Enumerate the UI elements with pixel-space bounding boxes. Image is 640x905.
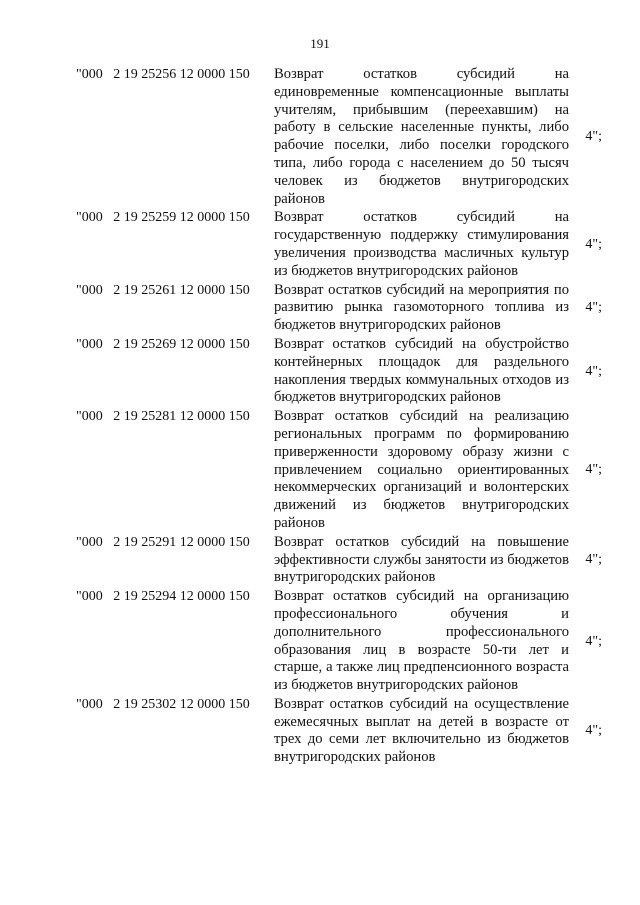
budget-code-table [0,66,640,768]
budget-code: "000 2 19 25259 12 0000 150 [76,210,250,226]
table-row [0,66,640,208]
table-row [0,336,640,407]
budget-code-description: Возврат остатков субсидий на реализацию региональных программ по формированию приверженности здоровому образу жизни с привлечением социально ориентированных некоммерческих организаций и волонтерских движений из бюджетов внутригородских районов [274,408,569,531]
budget-code-description: Возврат остатков субсидий на единовременные компенсационные выплаты учителям, прибывшим (переехавшим) на работу в сельские населенные пункты, либо рабочие поселки, либо поселки городского типа, либо города с населением до 50 тысяч человек из бюджетов внутригородских районов [274,66,569,207]
budget-code: "000 2 19 25291 12 0000 150 [76,534,250,550]
row-suffix: 4"; [585,236,602,252]
budget-code-description: Возврат остатков субсидий на организацию профессионального обучения и дополнительного профессионального образования лиц в возрасте 50-ти лет и старше, а также лиц предпенсионного возраста из бюджетов внутригородских районов [274,588,569,694]
table-row [0,534,640,587]
table-row [0,696,640,767]
budget-code-description: Возврат остатков субсидий на осуществление ежемесячных выплат на детей в возрасте от трех до семи лет включительно из бюджетов внутригородских районов [274,695,569,766]
budget-code-description: Возврат остатков субсидий на обустройство контейнерных площадок для раздельного накопления твердых коммунальных отходов из бюджетов внутригородских районов [274,335,569,406]
table-row [0,209,640,280]
budget-code: "000 2 19 25261 12 0000 150 [76,282,250,298]
row-suffix: 4"; [585,363,602,379]
budget-code: "000 2 19 25281 12 0000 150 [76,409,250,425]
budget-code: "000 2 19 25302 12 0000 150 [76,696,250,712]
budget-code-description: Возврат остатков субсидий на повышение эффективности службы занятости из бюджетов внутригородских районов [274,533,569,586]
budget-code-description: Возврат остатков субсидий на мероприятия по развитию рынка газомоторного топлива из бюджетов внутригородских районов [274,281,569,334]
page-number: 191 [310,36,330,51]
table-row [0,282,640,335]
budget-code: "000 2 19 25269 12 0000 150 [76,336,250,352]
budget-code: "000 2 19 25294 12 0000 150 [76,589,250,605]
budget-code: "000 2 19 25256 12 0000 150 [76,67,250,82]
row-suffix: 4"; [585,723,602,739]
row-suffix: 4"; [585,129,602,145]
row-suffix: 4"; [585,552,602,568]
row-suffix: 4"; [585,633,602,649]
row-suffix: 4"; [585,462,602,478]
table-row [0,588,640,695]
row-suffix: 4"; [585,300,602,316]
budget-code-description: Возврат остатков субсидий на государственную поддержку стимулирования увеличения производства масличных культур из бюджетов внутригородских районов [274,209,569,279]
table-row [0,408,640,533]
